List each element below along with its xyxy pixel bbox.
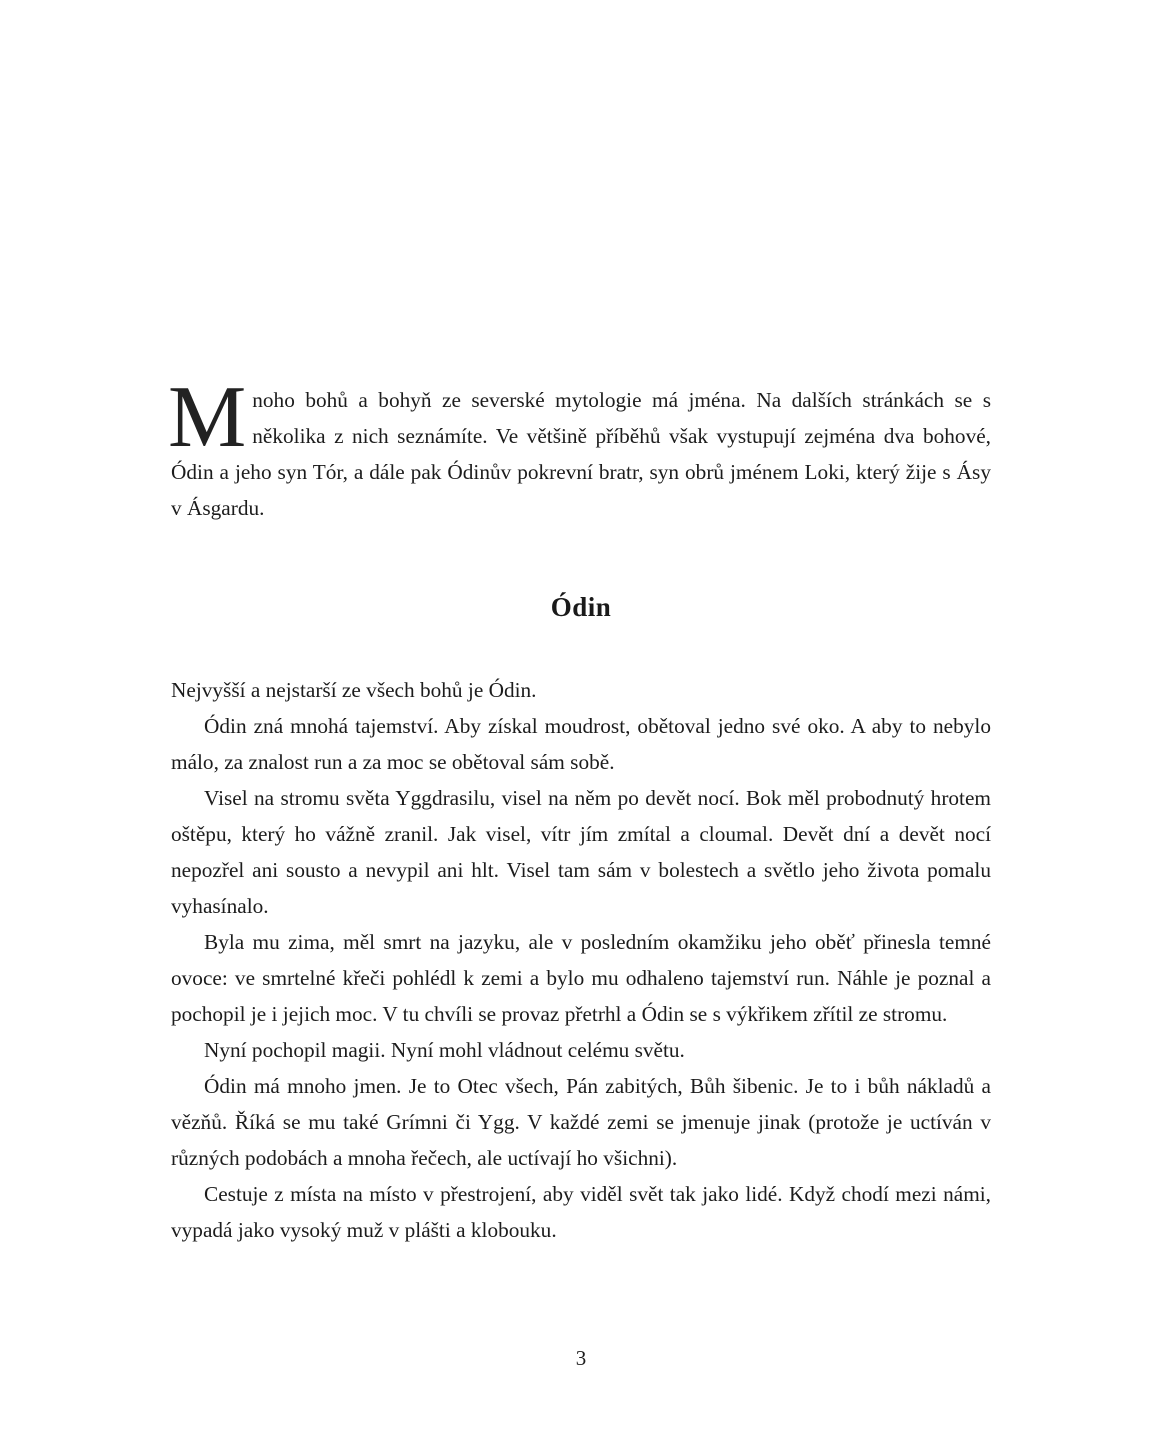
paragraph: Byla mu zima, měl smrt na jazyku, ale v posledním okamžiku jeho oběť přinesla temné ovoce: ve smrtelné křeči pohlédl k zemi a bylo mu odhaleno tajemství run. Náhle je poznal a pochopil je i jejich moc. V tu chvíli se provaz přetrhl a Ódin se s výkřikem zřítil ze stromu. bbox=[171, 930, 991, 1026]
paragraph: Ódin má mnoho jmen. Je to Otec všech, Pán zabitých, Bůh šibenic. Je to i bůh nákladů a vězňů. Říká se mu také Grímni či Ygg. V každé zemi se jmenuje jinak (protože je uctíván v různých podobách a mnoha řečech, ale uctívají ho všichni). bbox=[171, 1074, 991, 1170]
intro-paragraph bbox=[168, 369, 991, 526]
section-heading: Ódin bbox=[550, 592, 612, 622]
paragraph: Nejvyšší a nejstarší ze všech bohů je Ódin. bbox=[171, 678, 537, 702]
paragraph: Nyní pochopil magii. Nyní mohl vládnout celému světu. bbox=[204, 1038, 685, 1062]
paragraph: Cestuje z místa na místo v přestrojení, aby viděl svět tak jako lidé. Když chodí mezi námi, vypadá jako vysoký muž v plášti a klobouku. bbox=[171, 1182, 991, 1242]
intro-text: noho bohů a bohyň ze severské mytologie má jména. Na dalších stránkách se s několika z nich seznámíte. Ve většině příběhů však vystupují zejména dva bohové, Ódin a jeho syn Tór, a dále pak Ódinův pokrevní bratr, syn obrů jménem Loki, který žije s Ásy v Ásgardu. bbox=[171, 388, 991, 520]
drop-cap: M bbox=[168, 369, 247, 466]
paragraph: Ódin zná mnohá tajemství. Aby získal moudrost, obětoval jedno své oko. A aby to nebylo málo, za znalost run a za moc se obětoval sám sobě. bbox=[171, 714, 991, 774]
page-number: 3 bbox=[575, 1346, 587, 1370]
section-body bbox=[171, 672, 991, 1248]
paragraph: Visel na stromu světa Yggdrasilu, visel na něm po devět nocí. Bok měl probodnutý hrotem oštěpu, který ho vážně zranil. Jak visel, vítr jím zmítal a cloumal. Devět dní a devět nocí nepozřel ani sousto a nevypil ani hlt. Visel tam sám v bolestech a světlo jeho života pomalu vyhasínalo. bbox=[171, 786, 991, 918]
